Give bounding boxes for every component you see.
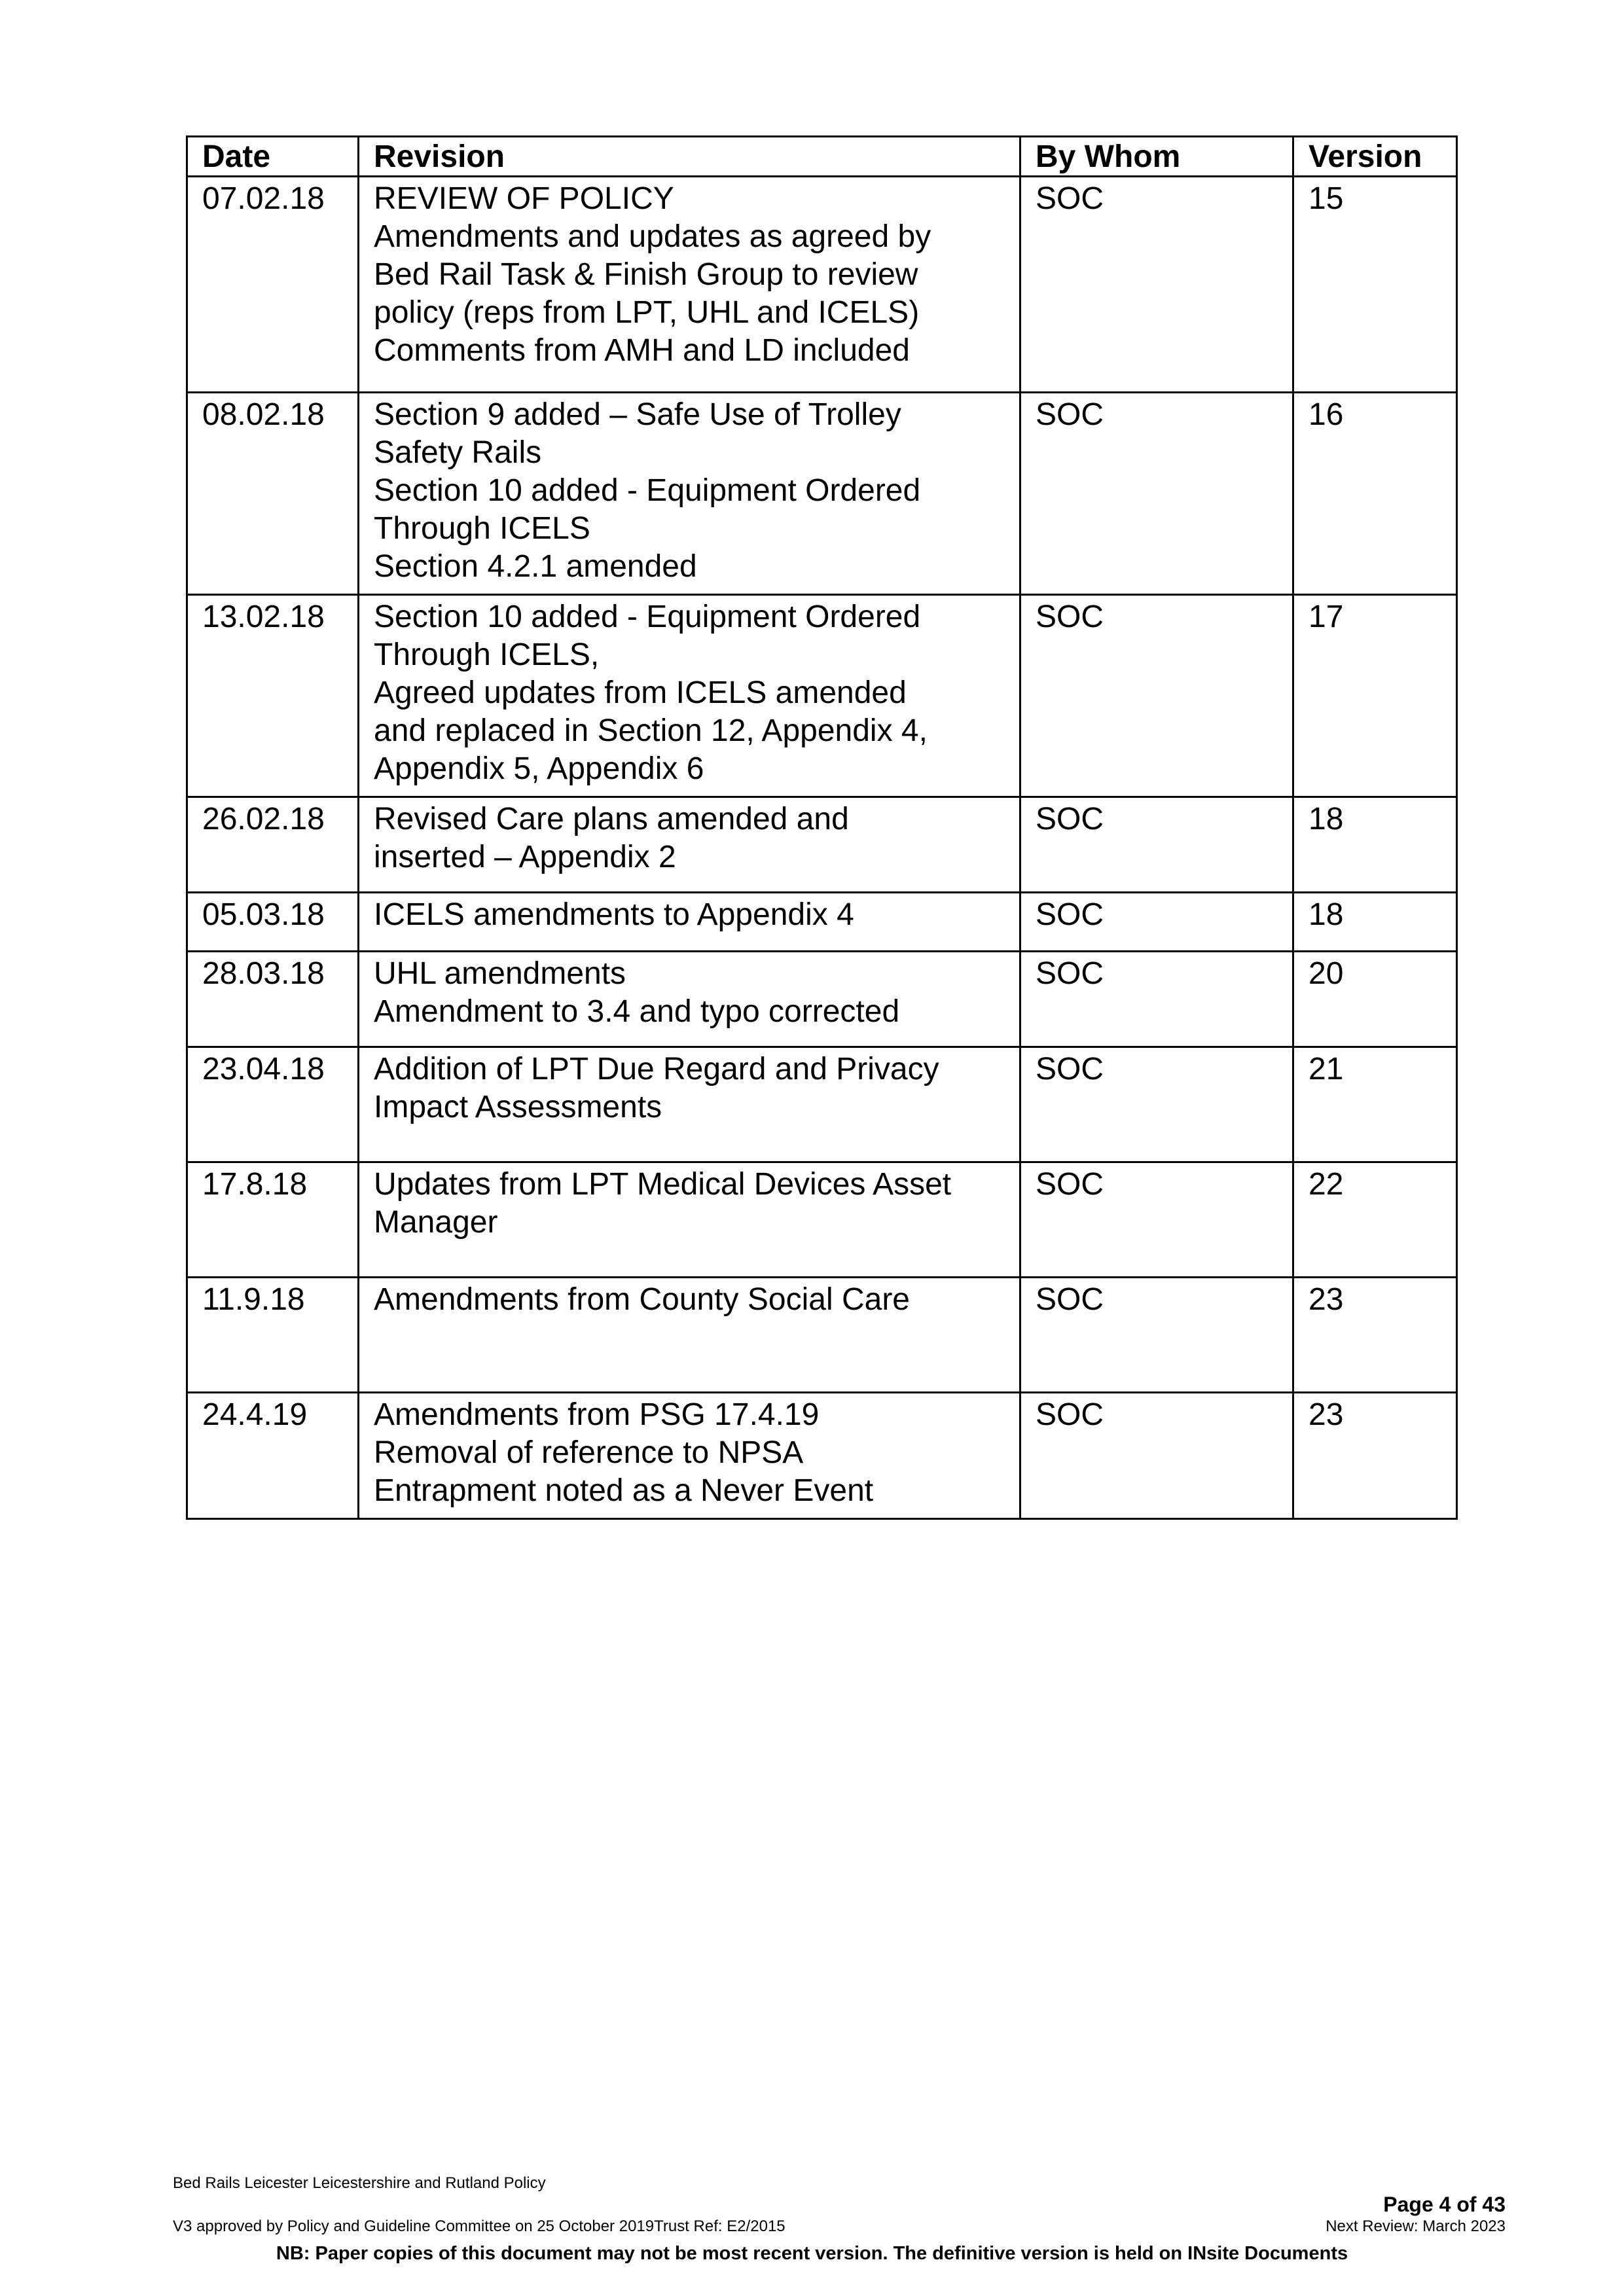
cell-date: 08.02.18: [187, 393, 359, 595]
cell-date: 26.02.18: [187, 797, 359, 893]
table-row: [187, 1162, 1457, 1278]
cell-version: 20: [1293, 952, 1457, 1047]
cell-by-whom: SOC: [1020, 1047, 1293, 1162]
cell-by-whom: SOC: [1020, 1162, 1293, 1278]
revision-history-table: [186, 135, 1458, 1520]
footer-next-review: Next Review: March 2023: [1326, 2217, 1506, 2235]
header-revision: Revision: [359, 137, 1020, 177]
cell-date: 24.4.19: [187, 1393, 359, 1519]
revision-line: policy (reps from LPT, UHL and ICELS): [374, 295, 920, 330]
revision-line: REVIEW OF POLICY: [374, 181, 674, 216]
table-row: [187, 952, 1457, 1047]
footer-policy-name: Bed Rails Leicester Leicestershire and Rutland Policy: [173, 2174, 546, 2192]
revision-line: Amendment to 3.4 and typo corrected: [374, 994, 900, 1029]
table-header-row: [187, 137, 1457, 177]
cell-version: 23: [1293, 1278, 1457, 1393]
cell-revision: [359, 893, 1020, 952]
cell-by-whom: SOC: [1020, 393, 1293, 595]
revision-line: ICELS amendments to Appendix 4: [374, 897, 854, 932]
cell-version: 18: [1293, 893, 1457, 952]
cell-by-whom: SOC: [1020, 797, 1293, 893]
cell-revision: [359, 797, 1020, 893]
cell-date: 07.02.18: [187, 177, 359, 393]
revision-line: Through ICELS,: [374, 637, 600, 672]
footer-note: NB: Paper copies of this document may not be most recent version. The definitive version is held on INsite Documents: [276, 2243, 1348, 2264]
cell-version: 18: [1293, 797, 1457, 893]
revision-line: Safety Rails: [374, 435, 542, 470]
cell-date: 11.9.18: [187, 1278, 359, 1393]
revision-line: Section 9 added – Safe Use of Trolley: [374, 397, 901, 432]
revision-line: Through ICELS: [374, 511, 590, 546]
revision-line: and replaced in Section 12, Appendix 4,: [374, 713, 928, 748]
cell-revision: [359, 1278, 1020, 1393]
cell-by-whom: SOC: [1020, 177, 1293, 393]
revision-line: Manager: [374, 1205, 498, 1240]
revision-line: Section 10 added - Equipment Ordered: [374, 473, 921, 508]
cell-date: 17.8.18: [187, 1162, 359, 1278]
table-row: [187, 177, 1457, 393]
cell-version: 15: [1293, 177, 1457, 393]
cell-revision: [359, 595, 1020, 797]
cell-version: 22: [1293, 1162, 1457, 1278]
cell-date: 13.02.18: [187, 595, 359, 797]
cell-by-whom: SOC: [1020, 1393, 1293, 1519]
cell-version: 17: [1293, 595, 1457, 797]
cell-date: 23.04.18: [187, 1047, 359, 1162]
cell-by-whom: SOC: [1020, 1278, 1293, 1393]
revision-line: Amendments from County Social Care: [374, 1282, 910, 1317]
footer-page-number: Page 4 of 43: [1383, 2193, 1506, 2216]
table-row: [187, 1047, 1457, 1162]
revision-line: Updates from LPT Medical Devices Asset: [374, 1167, 952, 1202]
cell-revision: [359, 1047, 1020, 1162]
revision-line: UHL amendments: [374, 956, 626, 991]
revision-line: Amendments from PSG 17.4.19: [374, 1397, 820, 1432]
table-body: [187, 177, 1457, 1519]
table-row: [187, 393, 1457, 595]
revision-line: Addition of LPT Due Regard and Privacy: [374, 1052, 939, 1086]
revision-line: Appendix 5, Appendix 6: [374, 751, 704, 786]
revision-line: Section 4.2.1 amended: [374, 549, 697, 584]
revision-line: Comments from AMH and LD included: [374, 333, 910, 368]
revision-line: Bed Rail Task & Finish Group to review: [374, 257, 918, 292]
cell-by-whom: SOC: [1020, 893, 1293, 952]
cell-revision: [359, 952, 1020, 1047]
revision-line: Agreed updates from ICELS amended: [374, 675, 907, 710]
cell-by-whom: SOC: [1020, 595, 1293, 797]
revision-line: Amendments and updates as agreed by: [374, 219, 931, 254]
cell-date: 05.03.18: [187, 893, 359, 952]
table-row: [187, 1278, 1457, 1393]
header-by-whom: By Whom: [1020, 137, 1293, 177]
header-date: Date: [187, 137, 359, 177]
table-row: [187, 1393, 1457, 1519]
cell-revision: [359, 393, 1020, 595]
revision-line: Entrapment noted as a Never Event: [374, 1473, 874, 1508]
header-version: Version: [1293, 137, 1457, 177]
table-row: [187, 797, 1457, 893]
cell-revision: [359, 1393, 1020, 1519]
revision-line: Removal of reference to NPSA: [374, 1435, 804, 1470]
revision-line: inserted – Appendix 2: [374, 840, 676, 874]
cell-version: 16: [1293, 393, 1457, 595]
cell-version: 23: [1293, 1393, 1457, 1519]
cell-date: 28.03.18: [187, 952, 359, 1047]
table-row: [187, 595, 1457, 797]
cell-by-whom: SOC: [1020, 952, 1293, 1047]
table-row: [187, 893, 1457, 952]
cell-version: 21: [1293, 1047, 1457, 1162]
cell-revision: [359, 1162, 1020, 1278]
cell-revision: [359, 177, 1020, 393]
revision-line: Impact Assessments: [374, 1090, 662, 1124]
revision-line: Section 10 added - Equipment Ordered: [374, 600, 921, 634]
footer-approval: V3 approved by Policy and Guideline Committee on 25 October 2019Trust Ref: E2/2015: [173, 2217, 785, 2235]
revision-line: Revised Care plans amended and: [374, 802, 849, 836]
